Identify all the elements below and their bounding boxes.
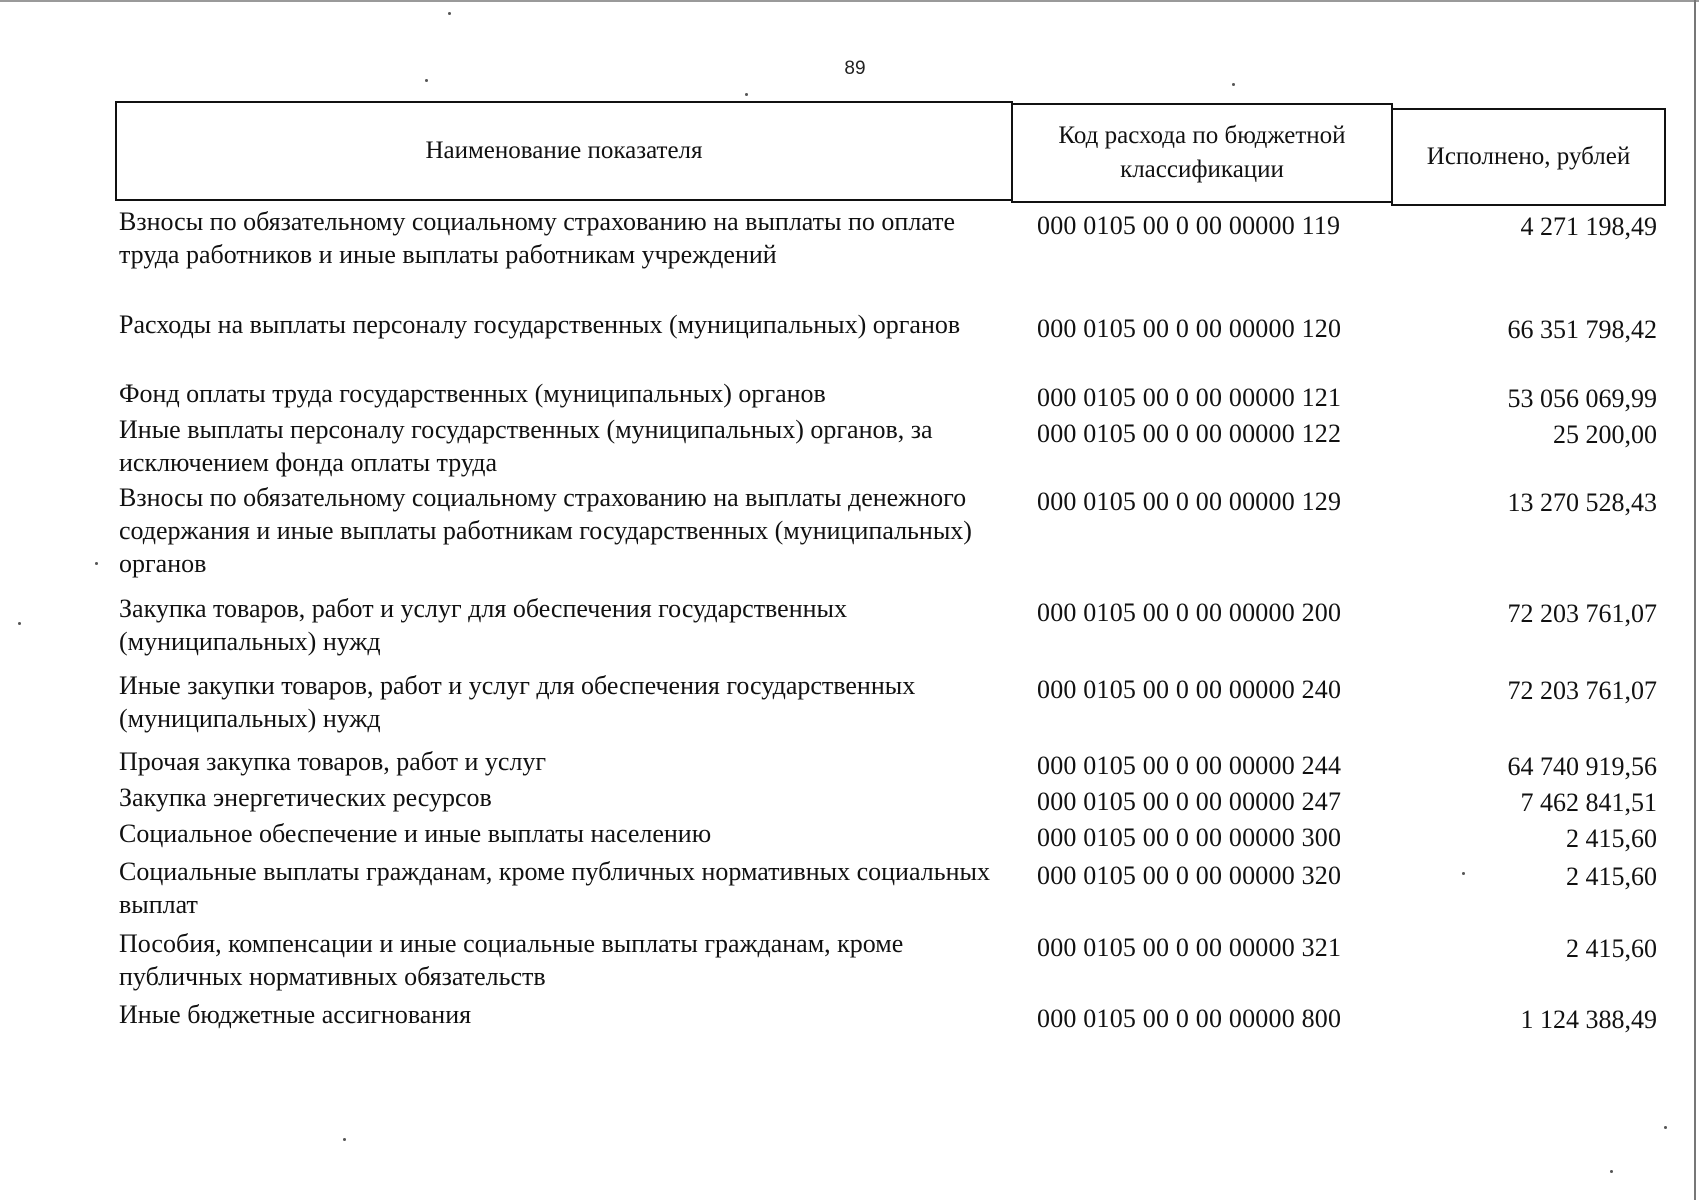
header-executed-label: Исполнено, рублей [1426, 143, 1631, 170]
row-name: Иные выплаты персоналу государственных (муниципальных) органов, за исключением фонда оплаты труда [119, 415, 933, 477]
row-code: 000 0105 00 0 00 00000 800 [1037, 1004, 1342, 1033]
row-code: 000 0105 00 0 00 00000 244 [1037, 751, 1342, 780]
scan-speck [1462, 872, 1465, 875]
row-amount: 53 056 069,99 [1507, 384, 1657, 413]
row-amount: 25 200,00 [1553, 420, 1657, 449]
row-amount: 4 271 198,49 [1520, 212, 1657, 241]
row-name: Взносы по обязательному социальному страхованию на выплаты по оплате труда работников и иные выплаты работникам учреждений [119, 207, 956, 269]
row-name: Расходы на выплаты персоналу государственных (муниципальных) органов [119, 310, 961, 339]
scan-edge-top [0, 0, 1699, 2]
row-code: 000 0105 00 0 00 00000 200 [1037, 598, 1342, 627]
row-name: Социальное обеспечение и иные выплаты населению [119, 819, 712, 848]
row-code: 000 0105 00 0 00 00000 247 [1037, 787, 1342, 816]
row-amount: 64 740 919,56 [1507, 752, 1657, 781]
row-name: Фонд оплаты труда государственных (муниципальных) органов [119, 379, 826, 408]
scan-speck [1610, 1170, 1613, 1173]
row-amount: 2 415,60 [1566, 862, 1657, 891]
row-code: 000 0105 00 0 00 00000 320 [1037, 861, 1342, 890]
row-code: 000 0105 00 0 00 00000 240 [1037, 675, 1342, 704]
row-name: Закупка товаров, работ и услуг для обеспечения государственных (муниципальных) нужд [119, 594, 848, 656]
row-code: 000 0105 00 0 00 00000 120 [1037, 314, 1342, 343]
row-name: Взносы по обязательному социальному страхованию на выплаты денежного содержания и иные выплаты работникам государственных (муниципальных) органов [119, 483, 972, 578]
scan-speck [1664, 1126, 1667, 1129]
row-code: 000 0105 00 0 00 00000 119 [1037, 211, 1341, 240]
row-amount: 13 270 528,43 [1507, 488, 1657, 517]
row-code: 000 0105 00 0 00 00000 300 [1037, 823, 1342, 852]
header-name-cell [115, 101, 1013, 201]
row-name: Прочая закупка товаров, работ и услуг [119, 747, 547, 776]
row-amount: 1 124 388,49 [1520, 1005, 1657, 1034]
row-name: Иные бюджетные ассигнования [119, 1000, 472, 1029]
row-amount: 2 415,60 [1566, 824, 1657, 853]
row-code: 000 0105 00 0 00 00000 129 [1037, 487, 1342, 516]
row-amount: 72 203 761,07 [1507, 599, 1657, 628]
header-name-label: Наименование показателя [425, 137, 703, 164]
row-amount: 72 203 761,07 [1507, 676, 1657, 705]
scan-speck [745, 93, 748, 96]
scan-edge-right [1694, 0, 1696, 1200]
row-name: Закупка энергетических ресурсов [119, 783, 492, 812]
row-amount: 7 462 841,51 [1520, 788, 1657, 817]
scan-speck [425, 79, 428, 82]
row-code: 000 0105 00 0 00 00000 121 [1037, 383, 1342, 412]
table-header [115, 101, 1631, 205]
scan-speck [1232, 83, 1235, 86]
scan-speck [95, 562, 98, 565]
row-code: 000 0105 00 0 00 00000 321 [1037, 933, 1342, 962]
row-name: Пособия, компенсации и иные социальные выплаты гражданам, кроме публичных нормативных обязательств [119, 929, 904, 991]
row-code: 000 0105 00 0 00 00000 122 [1037, 419, 1342, 448]
row-amount: 2 415,60 [1566, 934, 1657, 963]
row-name: Иные закупки товаров, работ и услуг для обеспечения государственных (муниципальных) нужд [119, 671, 916, 733]
page-number: 89 [844, 58, 866, 79]
header-code-cell [1011, 103, 1393, 203]
row-name: Социальные выплаты гражданам, кроме публичных нормативных социальных выплат [119, 857, 990, 919]
row-amount: 66 351 798,42 [1507, 315, 1657, 344]
scan-speck [343, 1138, 346, 1141]
scan-speck [448, 12, 451, 15]
scan-speck [18, 622, 21, 625]
header-code-label: Код расхода по бюджетной классификации [1058, 122, 1346, 183]
header-executed-cell [1391, 108, 1666, 206]
